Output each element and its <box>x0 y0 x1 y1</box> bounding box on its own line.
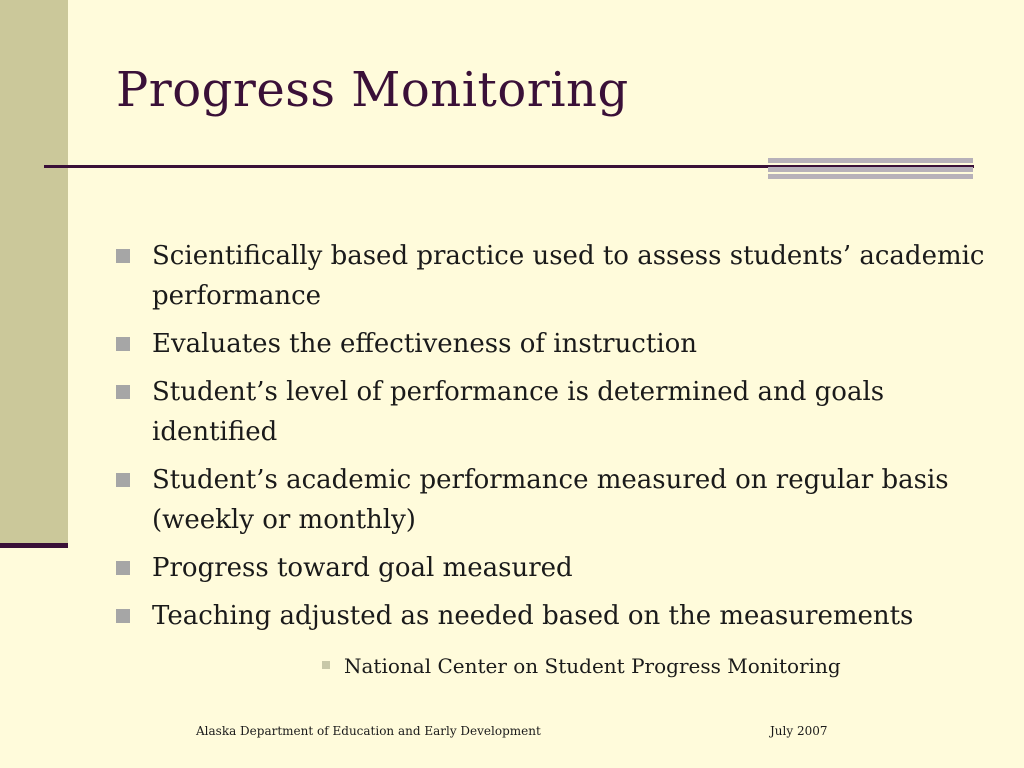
square-bullet-icon <box>116 473 130 487</box>
left-bar-underline <box>0 543 68 548</box>
bullet-text: Student’s academic performance measured on regular basis (weekly or monthly) <box>152 465 949 535</box>
bullet-text: Teaching adjusted as needed based on the measurements <box>152 601 914 631</box>
square-bullet-icon <box>116 249 130 263</box>
square-bullet-icon <box>116 385 130 399</box>
square-bullet-icon <box>116 561 130 575</box>
bullet-item <box>116 460 996 540</box>
bullet-text: Progress toward goal measured <box>152 553 573 583</box>
bullet-item <box>116 548 996 588</box>
title-accent-stripes <box>768 158 973 180</box>
bullet-item <box>116 324 996 364</box>
bullet-text: Scientifically based practice used to assess students’ academic performance <box>152 241 985 311</box>
square-bullet-icon <box>116 609 130 623</box>
bullet-item <box>116 596 996 636</box>
bullet-list <box>116 236 996 644</box>
bullet-text: Evaluates the effectiveness of instruction <box>152 329 698 359</box>
sub-bullet-citation <box>322 652 841 680</box>
footer-date: July 2007 <box>770 724 828 738</box>
square-bullet-icon <box>322 661 330 669</box>
footer-organization: Alaska Department of Education and Early Development <box>196 724 541 738</box>
citation-text: National Center on Student Progress Monitoring <box>344 654 841 678</box>
bullet-item <box>116 236 996 316</box>
square-bullet-icon <box>116 337 130 351</box>
left-decorative-bar <box>0 0 68 544</box>
bullet-text: Student’s level of performance is determined and goals identified <box>152 377 885 447</box>
slide-title: Progress Monitoring <box>116 62 629 118</box>
bullet-item <box>116 372 996 452</box>
